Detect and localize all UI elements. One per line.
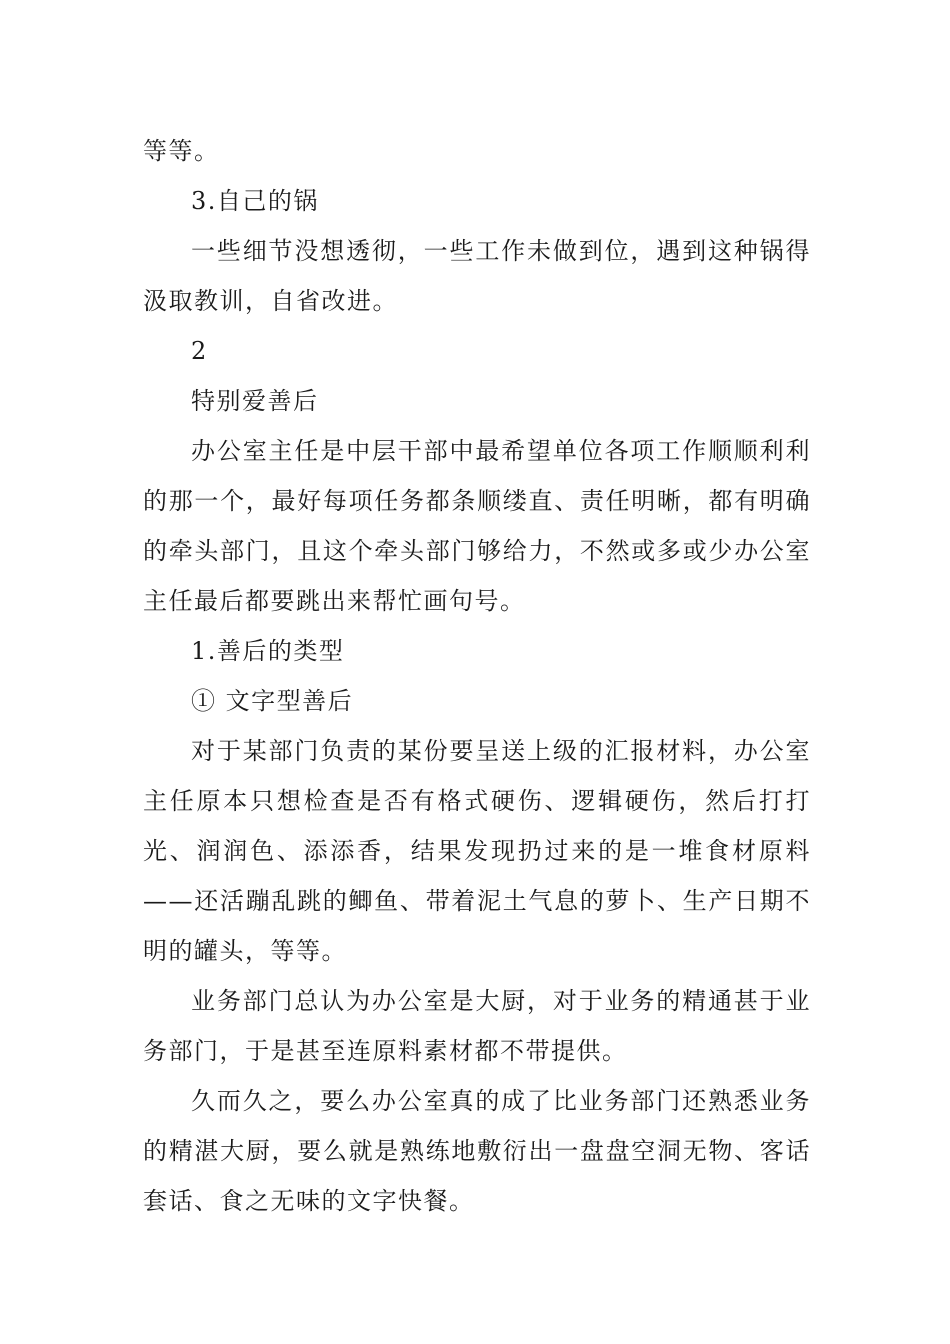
document-body bbox=[143, 126, 811, 1226]
subheading-own-blame: 3.自己的锅 bbox=[191, 187, 319, 215]
section-heading: 特别爱善后 bbox=[191, 387, 319, 415]
paragraph: 久而久之，要么办公室真的成了比业务部门还熟悉业务的精湛大厨，要么就是熟练地敷衍出一盘盘空洞无物、客话套话、食之无味的文字快餐。 bbox=[143, 1087, 811, 1215]
paragraph: 业务部门总认为办公室是大厨，对于业务的精通甚于业务部门，于是甚至连原料素材都不带提供。 bbox=[143, 987, 811, 1065]
paragraph-continuation: 等等。 bbox=[143, 137, 220, 165]
paragraph: 一些细节没想透彻，一些工作未做到位，遇到这种锅得汲取教训，自省改进。 bbox=[143, 237, 811, 315]
subheading-text-aftermath: ① 文字型善后 bbox=[191, 687, 354, 715]
subheading-aftermath-types: 1.善后的类型 bbox=[191, 637, 345, 665]
section-number: 2 bbox=[191, 337, 208, 365]
paragraph: 对于某部门负责的某份要呈送上级的汇报材料，办公室主任原本只想检查是否有格式硬伤、逻辑硬伤，然后打打光、润润色、添添香，结果发现扔过来的是一堆食材原料——还活蹦乱跳的鲫鱼、带着泥土气息的萝卜、生产日期不明的罐头，等等。 bbox=[143, 737, 811, 965]
paragraph: 办公室主任是中层干部中最希望单位各项工作顺顺利利的那一个，最好每项任务都条顺缕直、责任明晰，都有明确的牵头部门，且这个牵头部门够给力，不然或多或少办公室主任最后都要跳出来帮忙画句号。 bbox=[143, 437, 811, 615]
